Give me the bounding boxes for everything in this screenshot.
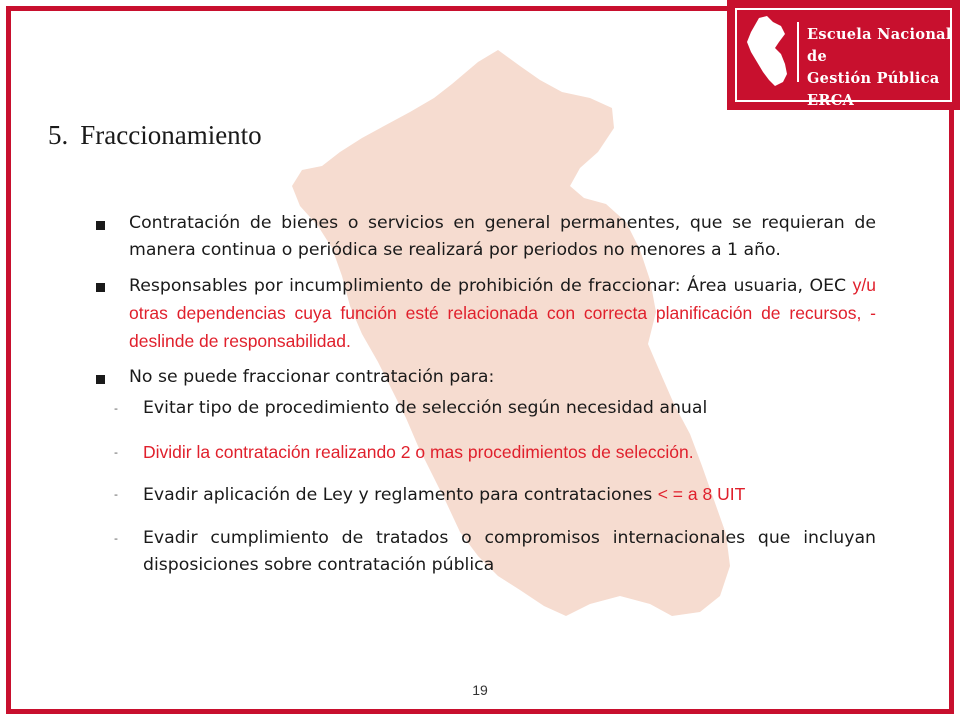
- sub-item-highlight-text: Dividir la contratación realizando 2 o mas procedimientos de selección.: [143, 442, 694, 462]
- bullet-item: [90, 210, 876, 264]
- sub-item: [90, 525, 876, 579]
- bullet-square-icon: [96, 283, 105, 292]
- dash-marker: -: [114, 532, 118, 545]
- logo-line-2: Gestión Pública ERCA: [807, 70, 940, 109]
- bullet-square-icon: [96, 375, 105, 384]
- sub-item: [90, 439, 876, 467]
- bullet-item: [90, 272, 876, 356]
- slide-content: [90, 210, 876, 579]
- bullet-highlight-text: y/u otras dependencias cuya función esté relacionada con correcta planificación de recursos, - deslinde de responsabilidad.: [129, 275, 876, 351]
- peru-map-icon: [741, 14, 793, 92]
- bullet-item: [90, 364, 876, 391]
- dash-marker: -: [114, 402, 118, 415]
- bullet-text: No se puede fraccionar contratación para:: [129, 367, 495, 387]
- logo-divider: [797, 22, 799, 82]
- sub-item-text: Evitar tipo de procedimiento de selección según necesidad anual: [143, 398, 708, 418]
- bullet-text: Responsables por incumplimiento de prohibición de fraccionar: Área usuaria, OEC: [129, 276, 847, 296]
- sub-item-text: Evadir cumplimiento de tratados o compromisos internacionales que incluyan disposiciones sobre contratación pública: [143, 528, 876, 575]
- section-title-text: Fraccionamiento: [80, 120, 262, 150]
- escuela-logo: [727, 0, 960, 110]
- slide-title: [48, 120, 262, 151]
- sub-item-highlight-text: < = a 8 UIT: [657, 484, 746, 504]
- logo-line-1: Escuela Nacional de: [807, 26, 952, 65]
- logo-text: [807, 24, 960, 112]
- page-number: 19: [472, 682, 488, 698]
- sub-item: [90, 395, 876, 422]
- bullet-square-icon: [96, 221, 105, 230]
- section-number: 5.: [48, 120, 69, 150]
- dash-marker: -: [114, 488, 118, 501]
- bullet-text: Contratación de bienes o servicios en general permanentes, que se requieran de manera continua o periódica se realizará por periodos no menores a 1 año.: [129, 213, 876, 260]
- sub-item-text: Evadir aplicación de Ley y reglamento para contrataciones: [143, 485, 658, 505]
- dash-marker: -: [114, 446, 118, 459]
- sub-item: [90, 481, 876, 509]
